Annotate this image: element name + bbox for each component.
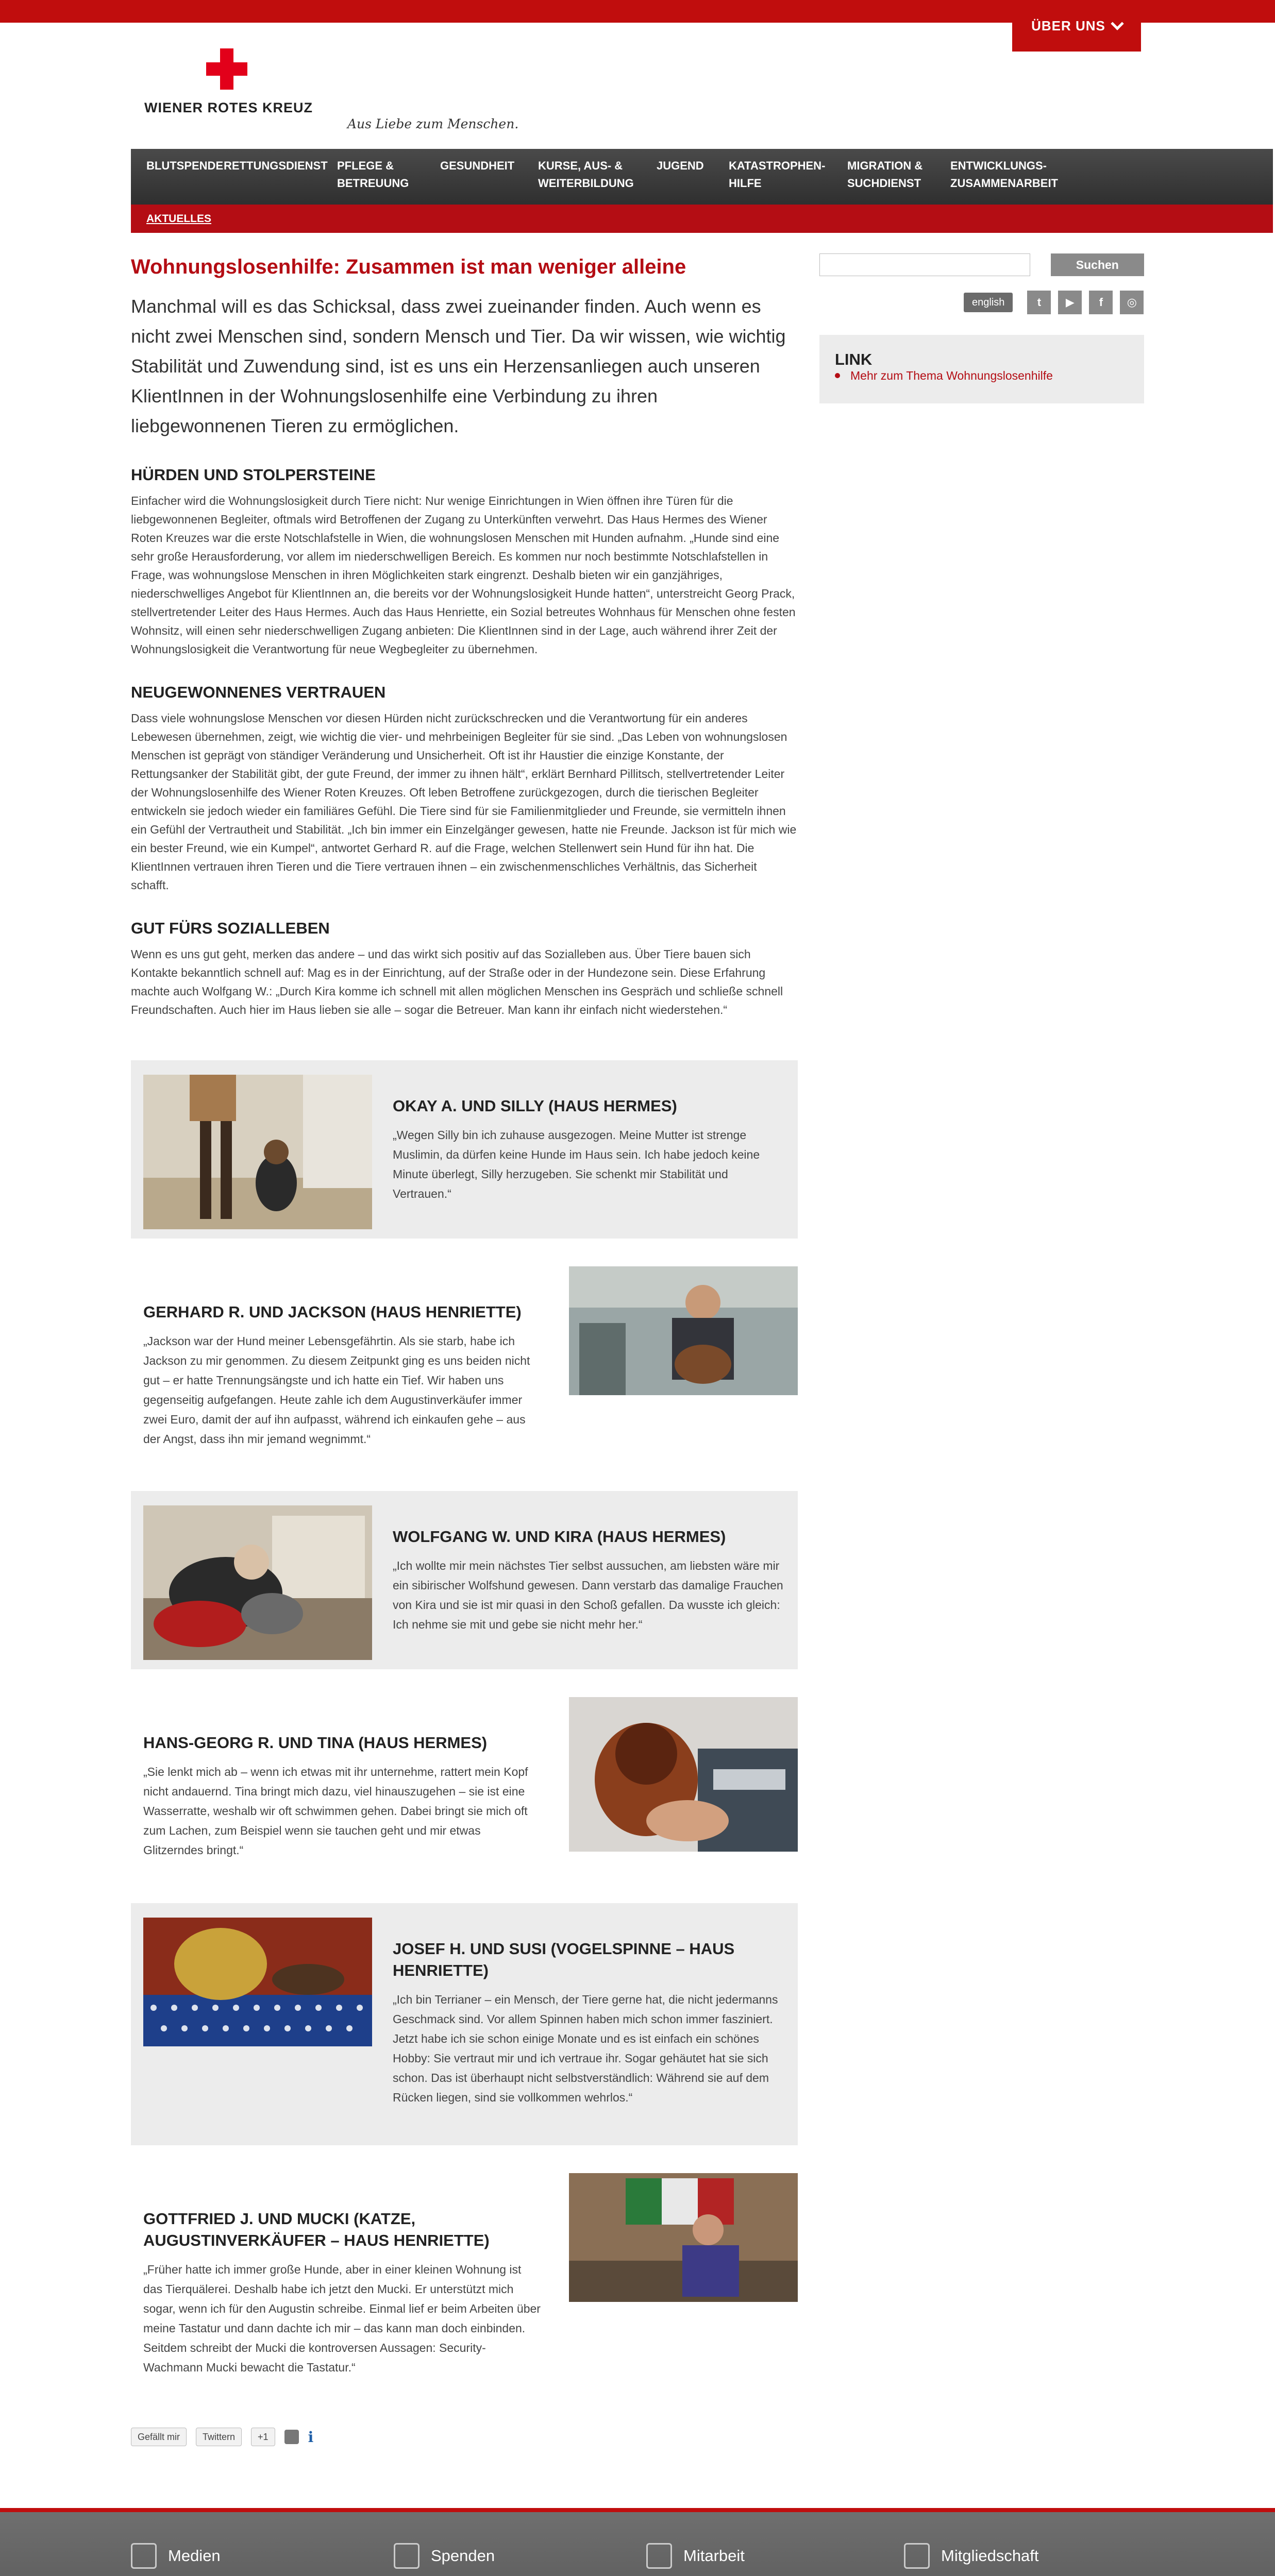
- facebook-icon[interactable]: f: [1089, 291, 1113, 314]
- heart-icon: [394, 2543, 420, 2569]
- sidebar: [819, 253, 1144, 403]
- story-title: WOLFGANG W. UND KIRA (HAUS HERMES): [393, 1528, 726, 1546]
- nav-item-rettungsdienst[interactable]: RETTUNGSDIENST: [224, 159, 328, 172]
- story-photo: [569, 1266, 798, 1395]
- nav-item-migration[interactable]: MIGRATION & SUCHDIENST: [847, 159, 923, 190]
- info-icon[interactable]: i: [308, 2428, 314, 2446]
- nav-item-katastrophenhilfe[interactable]: KATASTROPHEN-HILFE: [729, 159, 826, 190]
- footer: [0, 2508, 1275, 2576]
- instagram-icon[interactable]: ◎: [1120, 291, 1144, 314]
- nav-item-blutspende[interactable]: BLUTSPENDE: [146, 159, 224, 172]
- page-title: Wohnungslosenhilfe: Zusammen ist man weniger alleine: [131, 256, 686, 278]
- org-name: WIENER ROTES KREUZ: [144, 100, 313, 115]
- twitter-button[interactable]: Twittern: [196, 2428, 242, 2446]
- sub-navigation: [131, 205, 1273, 233]
- subnav-item-aktuelles[interactable]: AKTUELLES: [146, 213, 211, 225]
- story-quote: „Jackson war der Hund meiner Lebensgefährtin. Als sie starb, habe ich Jackson zu mir genommen. Zu diesem Zeitpunkt ging es uns beiden nicht gut – er hatte Trennungsängste und ich hatte ein Tief. Wir haben uns gegenseitig aufgefangen. Heute zahle ich dem Augustinverkäufer immer zwei Euro, damit der auf ihn aufpasst, während ich einkaufen gehe – aus der Angst, dass ihn mir jemand wegnimmt.“: [143, 1334, 530, 1446]
- youtube-icon[interactable]: ▶: [1058, 291, 1082, 314]
- lead-paragraph: Manchmal will es das Schicksal, dass zwei zueinander finden. Auch wenn es nicht zwei Menschen sind, sondern Mensch und Tier. Da wir wissen, wie wichtig Stabilität und Zuwendung sind, ist es uns ein Herzensanliegen auch unseren KlientInnen in der Wohnungslosenhilfe eine Verbindung zu ihren liebgewonnenen Tieren zu ermöglichen.: [131, 296, 786, 436]
- story-title: GERHARD R. UND JACKSON (HAUS HENRIETTE): [143, 1303, 522, 1321]
- logo[interactable]: [144, 48, 313, 116]
- section-heading: HÜRDEN UND STOLPERSTEINE: [131, 466, 376, 484]
- link-box: [819, 335, 1144, 403]
- twitter-icon[interactable]: t: [1027, 291, 1051, 314]
- story-card: [131, 1491, 798, 1669]
- story-card: [131, 2173, 798, 2392]
- nav-item-jugend[interactable]: JUGEND: [657, 159, 704, 172]
- tagline: Aus Liebe zum Menschen.: [347, 116, 519, 131]
- about-us-label: ÜBER UNS: [1031, 18, 1105, 33]
- story-photo: [569, 1697, 798, 1852]
- link-heading: LINK: [835, 350, 873, 368]
- top-bar: [0, 0, 1275, 33]
- footer-col-spenden: [394, 2543, 603, 2576]
- nav-item-entwicklung[interactable]: ENTWICKLUNGS-ZUSAMMENARBEIT: [950, 159, 1058, 190]
- footer-heading-spenden[interactable]: Spenden: [431, 2547, 495, 2565]
- story-photo: [143, 1918, 372, 2046]
- nav-item-gesundheit[interactable]: GESUNDHEIT: [440, 159, 515, 172]
- english-link[interactable]: english: [964, 293, 1013, 312]
- settings-icon[interactable]: [284, 2430, 299, 2444]
- story-card: [131, 1060, 798, 1239]
- story-quote: „Früher hatte ich immer große Hunde, aber in einer kleinen Wohnung ist das Tierquälerei. Deshalb habe ich jetzt den Mucki. Er unterstützt mich sogar, wenn ich für den Augustin schreibe. Einmal lief er beim Arbeiten über meine Tastatur und dann dachte ich mir – das kann man doch einbinden. Seitdem schreibt der Mucki die kontroversen Aussagen: Security-Wachmann Mucki bewacht die Tastatur.“: [143, 2263, 541, 2374]
- nav-item-kurse[interactable]: KURSE, AUS- & WEITERBILDUNG: [538, 159, 634, 190]
- footer-col-medien: [131, 2543, 340, 2576]
- footer-heading-medien[interactable]: Medien: [168, 2547, 221, 2565]
- red-cross-icon: [206, 48, 247, 90]
- story-title: JOSEF H. UND SUSI (VOGELSPINNE – HAUS HENRIETTE): [393, 1940, 735, 1979]
- story-quote: „Wegen Silly bin ich zuhause ausgezogen. Meine Mutter ist strenge Muslimin, da dürfen keine Hunde im Haus sein. Ich habe jedoch keine Minute überlegt, Silly herzugeben. Sie schenkt mir Stabilität und Vertrauen.“: [393, 1128, 760, 1200]
- article: [131, 253, 798, 2446]
- section-text: Einfacher wird die Wohnungslosigkeit durch Tiere nicht: Nur wenige Einrichtungen in Wien öffnen ihre Türen für die liebgewonnenen Begleiter, oftmals wird Betroffenen der Zugang zu Unterkünften verwehrt. Das Haus Hermes des Wiener Roten Kreuzes war die erste Notschlafstelle in Wien, die wohnungslosen Menschen mit Hunden aufnahm. „Hunde sind eine sehr große Herausforderung, vor allem im niederschwelligen Bereich. Es kommen nur noch bestimmte Notschlafstellen in Frage, was wohnungslose Menschen in ihren Möglichkeiten stark eingrenzt. Deshalb bieten wir ein ganzjähriges, niederschwelliges Angebot für KlientInnen an, die bereits vor der Wohnungslosigkeit Hunde hatten“, unterstreicht Georg Prack, stellvertretender Leiter des Haus Hermes. Auch das Haus Henriette, ein Sozial betreutes Wohnhaus für Menschen ohne festen Wohnsitz, will einen sehr niederschwelligen Zugang anbieten: Die KlientInnen sind in der Lage, auch während ihrer Zeit der Wohnungslosigkeit die Verantwortung für neue Wegbegleiter zu übernehmen.: [131, 494, 796, 656]
- search-button[interactable]: Suchen: [1051, 253, 1144, 276]
- main-navigation: [131, 149, 1273, 205]
- footer-heading-mitarbeit[interactable]: Mitarbeit: [683, 2547, 745, 2565]
- footer-col-mitarbeit: [646, 2543, 863, 2576]
- section-text: Wenn es uns gut geht, merken das andere – und das wirkt sich positiv auf das Sozialleben aus. Über Tiere bauen sich Kontakte bekanntlich schnell auf: Mag es in der Einrichtung, auf der Straße oder in der Hundezone sein. Diese Erfahrung machte auch Wolfgang W.: „Durch Kira komme ich schnell mit allen möglichen Menschen ins Gespräch und schließe schnell Freundschaften. Auch hier im Haus lieben sie alle – sogar die Betreuer. Man kann ihr einfach nicht wiederstehen.“: [131, 947, 783, 1016]
- story-photo: [143, 1505, 372, 1660]
- story-photo: [143, 1075, 372, 1229]
- card-icon: [904, 2543, 930, 2569]
- story-card: [131, 1903, 798, 2145]
- footer-heading-mitgliedschaft[interactable]: Mitgliedschaft: [941, 2547, 1039, 2565]
- section-text: Dass viele wohnungslose Menschen vor diesen Hürden nicht zurückschrecken und die Verantwortung für ein anderes Lebewesen übernehmen, zeigt, wie wichtig die vier- und mehrbeinigen Begleiter für sie sind. „Das Leben von wohnungslosen Menschen ist geprägt von ständiger Veränderung und Unsicherheit. Oft ist ihr Haustier die einzige Konstante, der Rettungsanker der Stabilität gibt, der gute Freund, der immer zu ihnen hält“, erklärt Bernhard Pillitsch, stellvertretender Leiter der Wohnungslosenhilfe des Wiener Roten Kreuzes. Oft leben Betroffene zurückgezogen, durch die tierischen Begleiter entwickeln sie jedoch wieder ein familiäres Gefühl. Die Tiere sind für sie Familienmitglieder und Freunde, sie vermitteln ihnen ein Gefühl der Vertrautheit und Stabilität. „Ich bin immer ein Einzelgänger gewesen, hatte nie Freunde. Jackson ist für mich wie ein bester Freund, wie ein Kumpel“, antwortet Gerhard R. auf die Frage, welchen Stellenwert sein Hund für ihn hat. Die KlientInnen vertrauen ihren Tieren und die Tiere vertrauen ihnen – ein zwischenmenschliches Verhältnis, das Sicherheit schafft.: [131, 711, 797, 892]
- section-heading: NEUGEWONNENES VERTRAUEN: [131, 683, 386, 701]
- facebook-like-button[interactable]: Gefällt mir: [131, 2428, 187, 2446]
- story-title: HANS-GEORG R. UND TINA (HAUS HERMES): [143, 1734, 488, 1752]
- story-photo: [569, 2173, 798, 2302]
- share-bar: [131, 2428, 798, 2446]
- story-card: [131, 1266, 798, 1463]
- people-icon: [646, 2543, 672, 2569]
- site-header: [131, 23, 1275, 149]
- story-quote: „Ich bin Terrianer – ein Mensch, der Tiere gerne hat, die nicht jedermanns Geschmack sind. Vor allem Spinnen haben mich schon immer fasziniert. Jetzt habe ich sie schon einige Monate und es ist einfach ein schönes Hobby: Sie vertraut mir und ich vertraue ihr. Sogar gehäutet hat sie sich schon. Das ist überhaupt nicht selbstverständlich: Während sie auf dem Rücken liegen, sind sie vollkommen wehrlos.“: [393, 1993, 778, 2104]
- search-input[interactable]: [819, 253, 1030, 276]
- link-item[interactable]: Mehr zum Thema Wohnungslosenhilfe: [835, 369, 1053, 382]
- story-title: GOTTFRIED J. UND MUCKI (KATZE, AUGUSTINVERKÄUFER – HAUS HENRIETTE): [143, 2210, 490, 2249]
- story-card: [131, 1697, 798, 1875]
- google-plus-button[interactable]: +1: [251, 2428, 275, 2446]
- footer-col-mitgliedschaft: [904, 2543, 1163, 2576]
- section-heading: GUT FÜRS SOZIALLEBEN: [131, 919, 330, 937]
- nav-item-pflege[interactable]: PFLEGE & BETREUUNG: [337, 159, 409, 190]
- story-quote: „Sie lenkt mich ab – wenn ich etwas mit ihr unternehme, rattert mein Kopf nicht andauernd. Tina bringt mich dazu, viel hinauszugehen – sie ist eine Wasserratte, weshalb wir oft schwimmen gehen. Dabei bringt sie mich oft zum Lachen, zum Beispiel wenn sie tauchen geht und mir etwas Glitzerndes bringt.“: [143, 1765, 528, 1857]
- story-title: OKAY A. UND SILLY (HAUS HERMES): [393, 1097, 677, 1115]
- story-quote: „Ich wollte mir mein nächstes Tier selbst aussuchen, am liebsten wäre mir ein sibirischer Wolfshund gewesen. Dann verstarb das damalige Frauchen von Kira und sie ist mir quasi in den Schoß gefallen. Da wusste ich gleich: Ich nehme sie mit und gebe sie nicht mehr her.“: [393, 1559, 783, 1631]
- media-icon: [131, 2543, 157, 2569]
